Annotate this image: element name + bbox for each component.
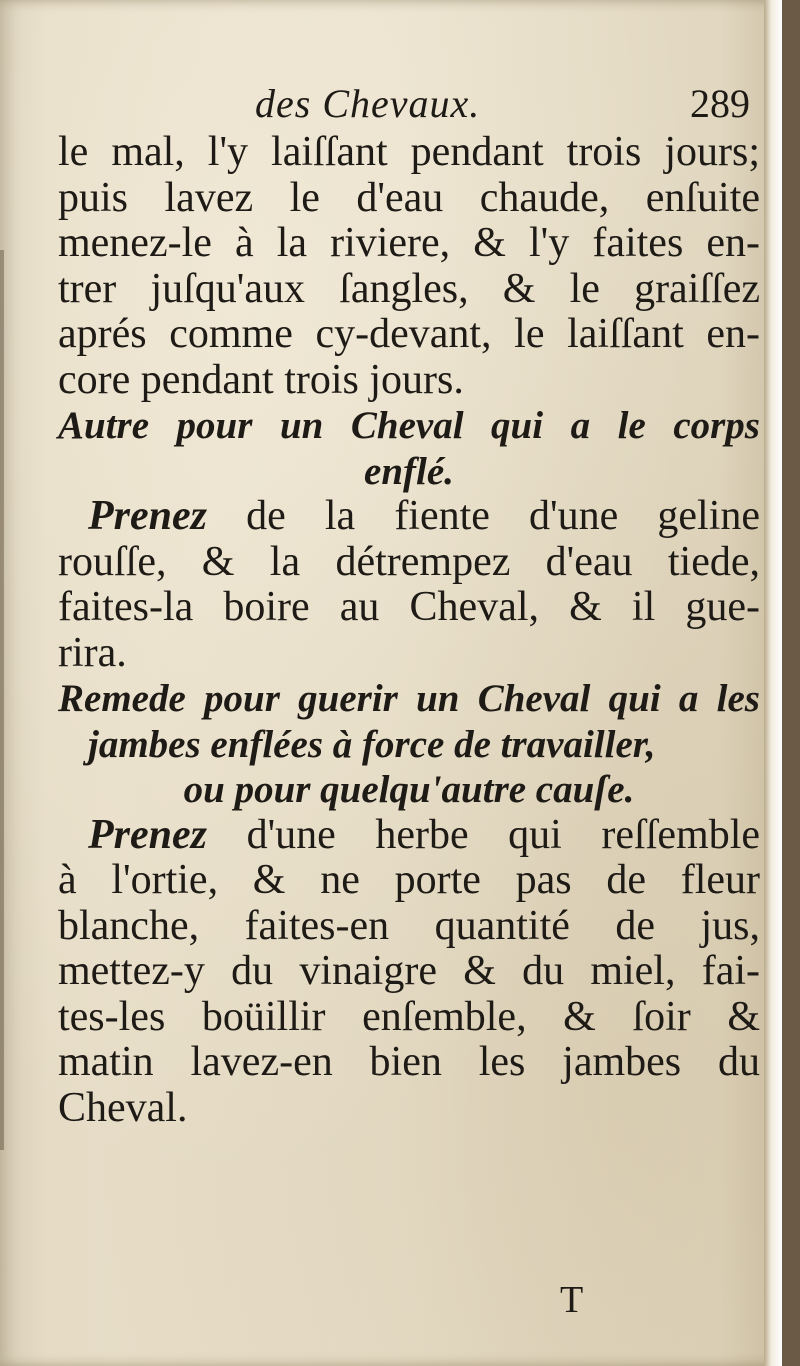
text-line: le mal, l'y laiſſant pendant trois jours; (58, 129, 760, 175)
page-number: 289 (690, 81, 750, 126)
paragraph-2 (58, 494, 760, 676)
heading-line: enflé. (364, 449, 454, 493)
page-header (60, 80, 750, 130)
heading-line: Remede pour guerir un Cheval qui a les (58, 677, 760, 720)
signature-mark: T (560, 1279, 584, 1321)
paragraph-1 (58, 130, 760, 403)
heading-line: Autre pour un Cheval qui a le corps (58, 404, 760, 447)
line-rest: d'une herbe qui reſſemble (207, 811, 760, 858)
heading-line: jambes enflées à force de travailler, (88, 722, 656, 766)
text-line: matin lavez-en bien les jambes du (58, 1039, 760, 1085)
paragraph-3 (58, 813, 760, 1132)
section-heading-2 (58, 676, 760, 813)
text-line (58, 813, 760, 859)
text-line: core pendant trois jours. (58, 356, 464, 403)
text-line: trer juſqu'aux ſangles, & le graiſſez (58, 265, 760, 312)
lead-word: Prenez (88, 493, 207, 539)
text-line (58, 494, 760, 540)
section-heading-1 (58, 403, 760, 494)
heading-line: ou pour quelqu'autre cauſe. (183, 768, 635, 811)
text-line: rouſſe, & la détrempez d'eau tiede, (58, 538, 760, 585)
binding-shadow (0, 250, 4, 1150)
text-line: mettez-y du vinaigre & du miel, fai- (58, 948, 760, 994)
text-line: Cheval. (58, 1084, 188, 1131)
text-line: rira. (58, 629, 127, 676)
line-rest: de la fiente d'une geline (207, 493, 760, 539)
text-line: tes-les boüillir enſemble, & ſoir & (58, 993, 760, 1040)
lead-word: Prenez (88, 811, 207, 858)
text-line: menez-le à la riviere, & l'y faites en- (58, 220, 760, 266)
page-body (58, 130, 760, 1131)
page-edge (764, 0, 782, 1366)
text-line: blanche, faites-en quantité de jus, (58, 902, 760, 949)
text-line: faites-la boire au Cheval, & il gue- (58, 584, 760, 630)
running-title: des Chevaux. (255, 81, 481, 126)
text-line: aprés comme cy-devant, le laiſſant en- (58, 311, 760, 357)
text-line: puis lavez le d'eau chaude, enſuite (58, 174, 760, 221)
text-line: à l'ortie, & ne porte pas de fleur (58, 857, 760, 903)
